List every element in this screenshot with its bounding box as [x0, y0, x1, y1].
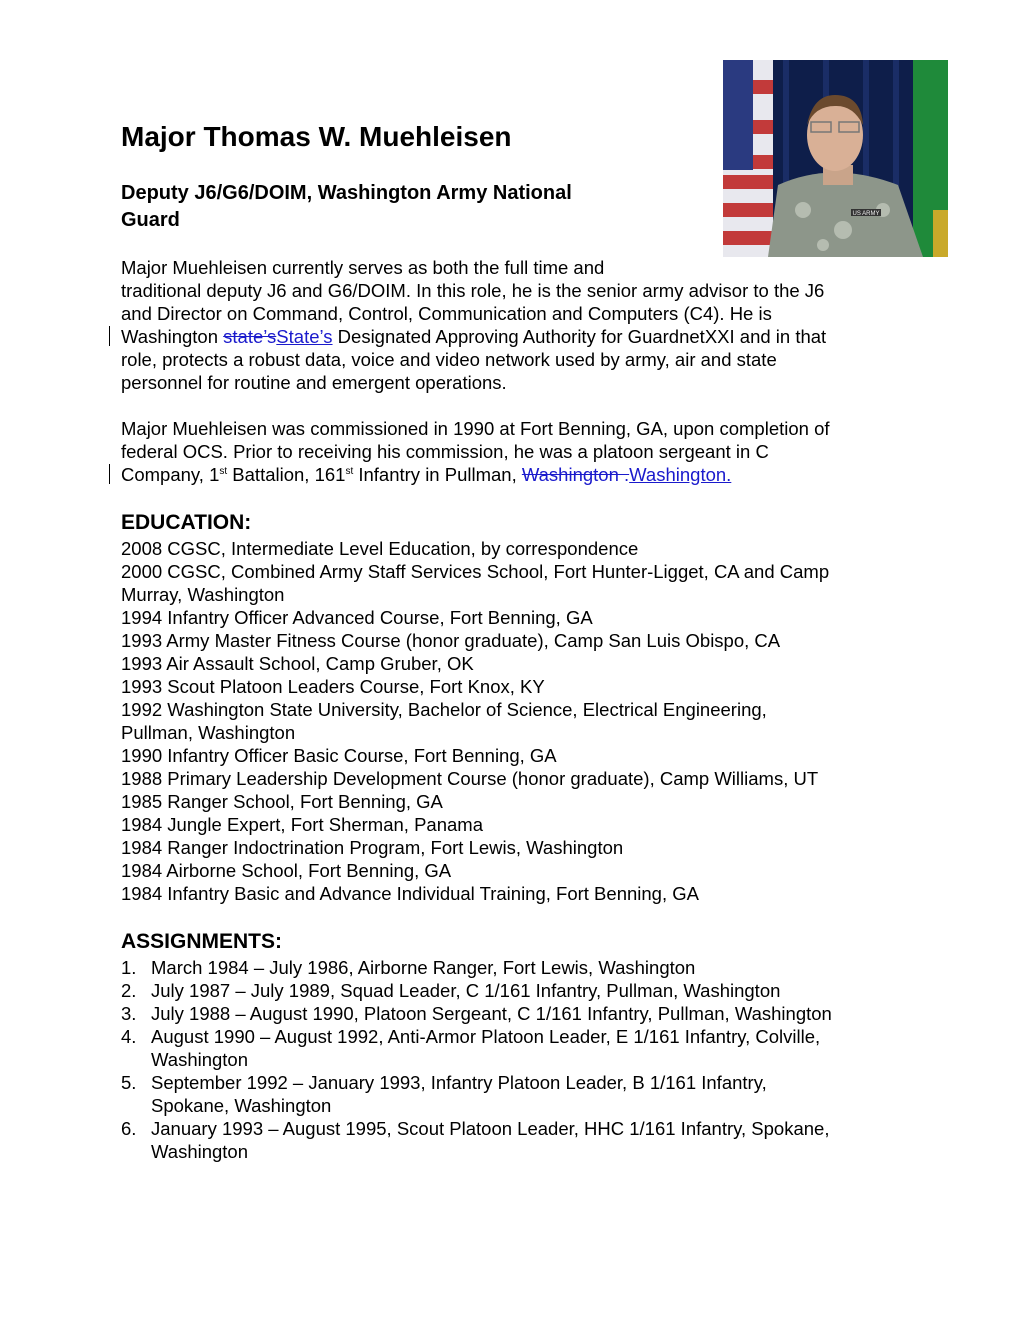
- education-entry: 1994 Infantry Officer Advanced Course, Fort Benning, GA: [121, 607, 593, 628]
- subtitle-line: Deputy J6/G6/DOIM, Washington Army National: [121, 182, 572, 204]
- assignment-entry: Spokane, Washington: [151, 1095, 332, 1116]
- education-entry: 1984 Airborne School, Fort Benning, GA: [121, 860, 452, 881]
- body-text-line: Major Muehleisen was commissioned in 1990 at Fort Benning, GA, upon completion of: [121, 418, 830, 439]
- assignments-heading: ASSIGNMENTS:: [121, 930, 283, 953]
- tracked-insertion: Washington.: [629, 464, 732, 485]
- education-entry: 1992 Washington State University, Bachelor of Science, Electrical Engineering,: [121, 699, 767, 720]
- uniform-tape: US ARMY: [852, 211, 880, 217]
- assignment-entry: September 1992 – January 1993, Infantry Platoon Leader, B 1/161 Infantry,: [151, 1072, 767, 1093]
- education-heading: EDUCATION:: [121, 511, 252, 534]
- body-text-line: [121, 325, 826, 348]
- change-bar: [109, 464, 110, 484]
- education-entry: 1985 Ranger School, Fort Benning, GA: [121, 791, 443, 812]
- tracked-deletion: Washington .: [521, 464, 630, 485]
- assignment-entry: July 1988 – August 1990, Platoon Sergeant, C 1/161 Infantry, Pullman, Washington: [151, 1003, 832, 1024]
- list-number: 4.: [121, 1026, 137, 1047]
- list-number: 2.: [121, 980, 137, 1001]
- text-run: Infantry in Pullman,: [353, 464, 522, 485]
- body-text-line: role, protects a robust data, voice and video network used by army, air and state: [121, 349, 777, 370]
- education-entry: 1984 Infantry Basic and Advance Individual Training, Fort Benning, GA: [121, 883, 699, 904]
- education-entry: 2008 CGSC, Intermediate Level Education, by correspondence: [121, 538, 639, 559]
- list-number: 1.: [121, 957, 137, 978]
- list-number: 5.: [121, 1072, 137, 1093]
- education-entry: 1984 Ranger Indoctrination Program, Fort Lewis, Washington: [121, 837, 624, 858]
- portrait-photo: [723, 60, 948, 257]
- education-entry: 1993 Air Assault School, Camp Gruber, OK: [121, 653, 474, 674]
- body-text-line: [121, 463, 731, 486]
- list-number: 3.: [121, 1003, 137, 1024]
- body-text-line: Major Muehleisen currently serves as both the full time and: [121, 257, 605, 278]
- education-entry: Pullman, Washington: [121, 722, 296, 743]
- page-title: Major Thomas W. Muehleisen: [121, 121, 512, 152]
- assignment-entry: August 1990 – August 1992, Anti-Armor Platoon Leader, E 1/161 Infantry, Colville,: [151, 1026, 821, 1047]
- text-run: Battalion, 161: [227, 464, 346, 485]
- education-entry: 1988 Primary Leadership Development Course (honor graduate), Camp Williams, UT: [121, 768, 819, 789]
- assignment-entry: Washington: [151, 1049, 249, 1070]
- assignment-entry: July 1987 – July 1989, Squad Leader, C 1/161 Infantry, Pullman, Washington: [151, 980, 781, 1001]
- education-entry: 1993 Scout Platoon Leaders Course, Fort Knox, KY: [121, 676, 545, 697]
- assignment-entry: January 1993 – August 1995, Scout Platoon Leader, HHC 1/161 Infantry, Spokane,: [151, 1118, 830, 1139]
- tracked-insertion: State’s: [276, 326, 333, 347]
- assignment-entry: Washington: [151, 1141, 249, 1162]
- text-run: Washington: [121, 326, 224, 347]
- education-entry: Murray, Washington: [121, 584, 285, 605]
- body-text-line: personnel for routine and emergent operations.: [121, 372, 507, 393]
- superscript: st: [345, 466, 354, 477]
- subtitle-line: Guard: [121, 209, 180, 231]
- education-entry: 2000 CGSC, Combined Army Staff Services School, Fort Hunter-Ligget, CA and Camp: [121, 561, 830, 582]
- tracked-deletion: state’s: [223, 326, 277, 347]
- education-entry: 1993 Army Master Fitness Course (honor graduate), Camp San Luis Obispo, CA: [121, 630, 781, 651]
- change-bar: [109, 326, 110, 346]
- superscript: st: [219, 466, 228, 477]
- body-text-line: traditional deputy J6 and G6/DOIM. In this role, he is the senior army advisor to the J6: [121, 280, 825, 301]
- list-number: 6.: [121, 1118, 137, 1139]
- body-text-line: and Director on Command, Control, Communication and Computers (C4). He is: [121, 303, 772, 324]
- subtitle: [121, 180, 572, 234]
- text-run: Designated Approving Authority for GuardnetXXI and in that: [332, 326, 827, 347]
- body-text-line: federal OCS. Prior to receiving his commission, he was a platoon sergeant in C: [121, 441, 769, 462]
- assignment-entry: March 1984 – July 1986, Airborne Ranger, Fort Lewis, Washington: [151, 957, 696, 978]
- education-entry: 1984 Jungle Expert, Fort Sherman, Panama: [121, 814, 483, 835]
- education-entry: 1990 Infantry Officer Basic Course, Fort Benning, GA: [121, 745, 557, 766]
- text-run: Company, 1: [121, 464, 220, 485]
